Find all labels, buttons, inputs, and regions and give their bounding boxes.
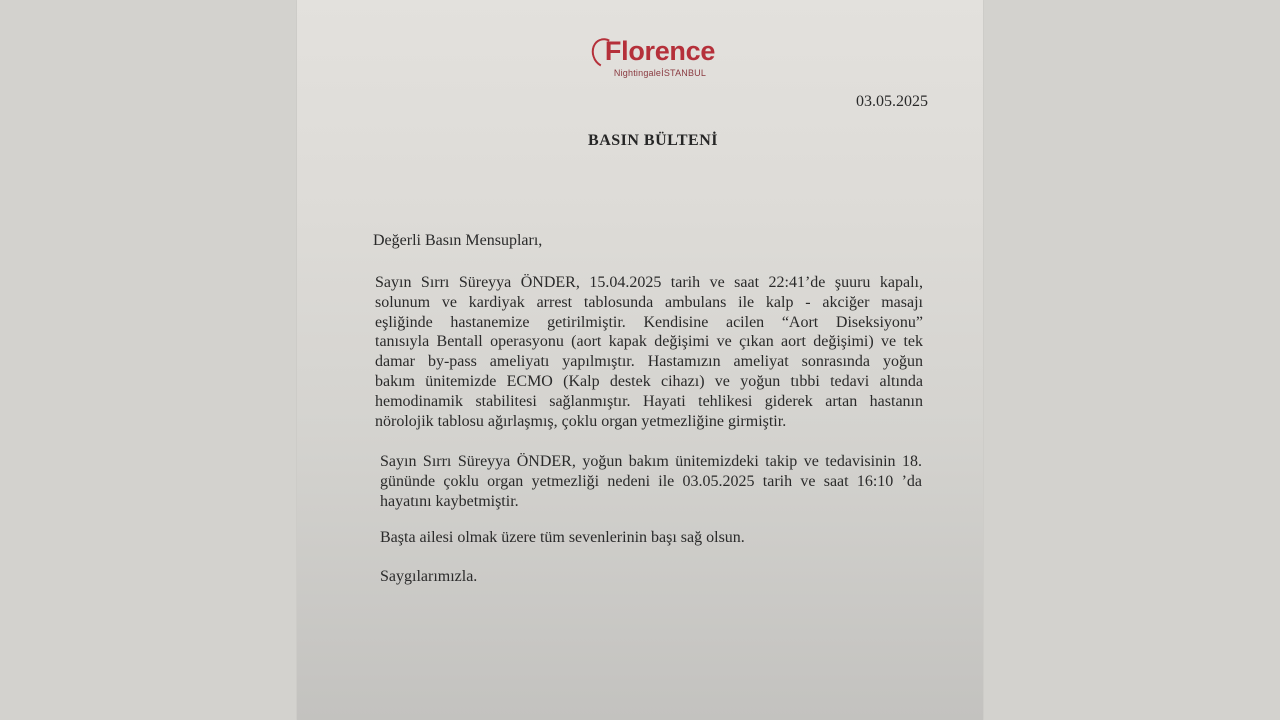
- hospital-logo: [590, 36, 730, 86]
- text-line: Sayın Sırrı Süreyya ÖNDER, yoğun bakım ünitemizdeki takip ve tedavisinin 18.: [380, 453, 922, 470]
- document-title: BASIN BÜLTENİ: [588, 132, 718, 149]
- text-line: nörolojik tablosu ağırlaşmış, çoklu organ yetmezliğine girmiştir.: [375, 412, 787, 430]
- text-line: hayatını kaybetmiştir.: [380, 492, 519, 510]
- text-line: hemodinamik stabilitesi sağlanmıştır. Hayati tehlikesi giderek artan hastanın: [375, 392, 923, 410]
- paragraph-3: [380, 528, 928, 548]
- text-line: bakım ünitemizde ECMO (Kalp destek cihazı) ve yoğun tıbbi tedavi altında: [375, 372, 923, 390]
- closing: [380, 567, 928, 587]
- text-line: damar by-pass ameliyatı yapılmıştır. Hastamızın ameliyat sonrasında yoğun: [375, 353, 923, 371]
- text-line: gününde çoklu organ yetmezliği nedeni ile 03.05.2025 tarih ve saat 16:10 ’da: [380, 472, 922, 490]
- paragraph-1: [375, 273, 923, 431]
- logo-name: Florence: [604, 36, 716, 66]
- logo-wordmark: [590, 36, 730, 66]
- text-line: solunum ve kardiyak arrest tablosunda ambulans ile kalp - akciğer masajı: [375, 293, 923, 311]
- condolence-line: Başta ailesi olmak üzere tüm sevenlerinin başı sağ olsun.: [380, 529, 745, 546]
- text-line: tanısıyla Bentall operasyonu (aort kapak değişimi ve çıkan aort değişimi) ve tek: [375, 333, 923, 351]
- greeting: Değerli Basın Mensupları,: [373, 232, 543, 249]
- logo-subtitle: NightingaleİSTANBUL: [613, 68, 707, 78]
- text-line: Sayın Sırrı Süreyya ÖNDER, 15.04.2025 tarih ve saat 22:41’de şuuru kapalı,: [375, 274, 923, 291]
- paragraph-2: [380, 452, 922, 511]
- closing-line: Saygılarımızla.: [380, 568, 478, 585]
- text-line: eşliğinde hastanemize getirilmiştir. Kendisine acilen “Aort Diseksiyonu”: [375, 313, 923, 331]
- document-date: 03.05.2025: [856, 93, 928, 110]
